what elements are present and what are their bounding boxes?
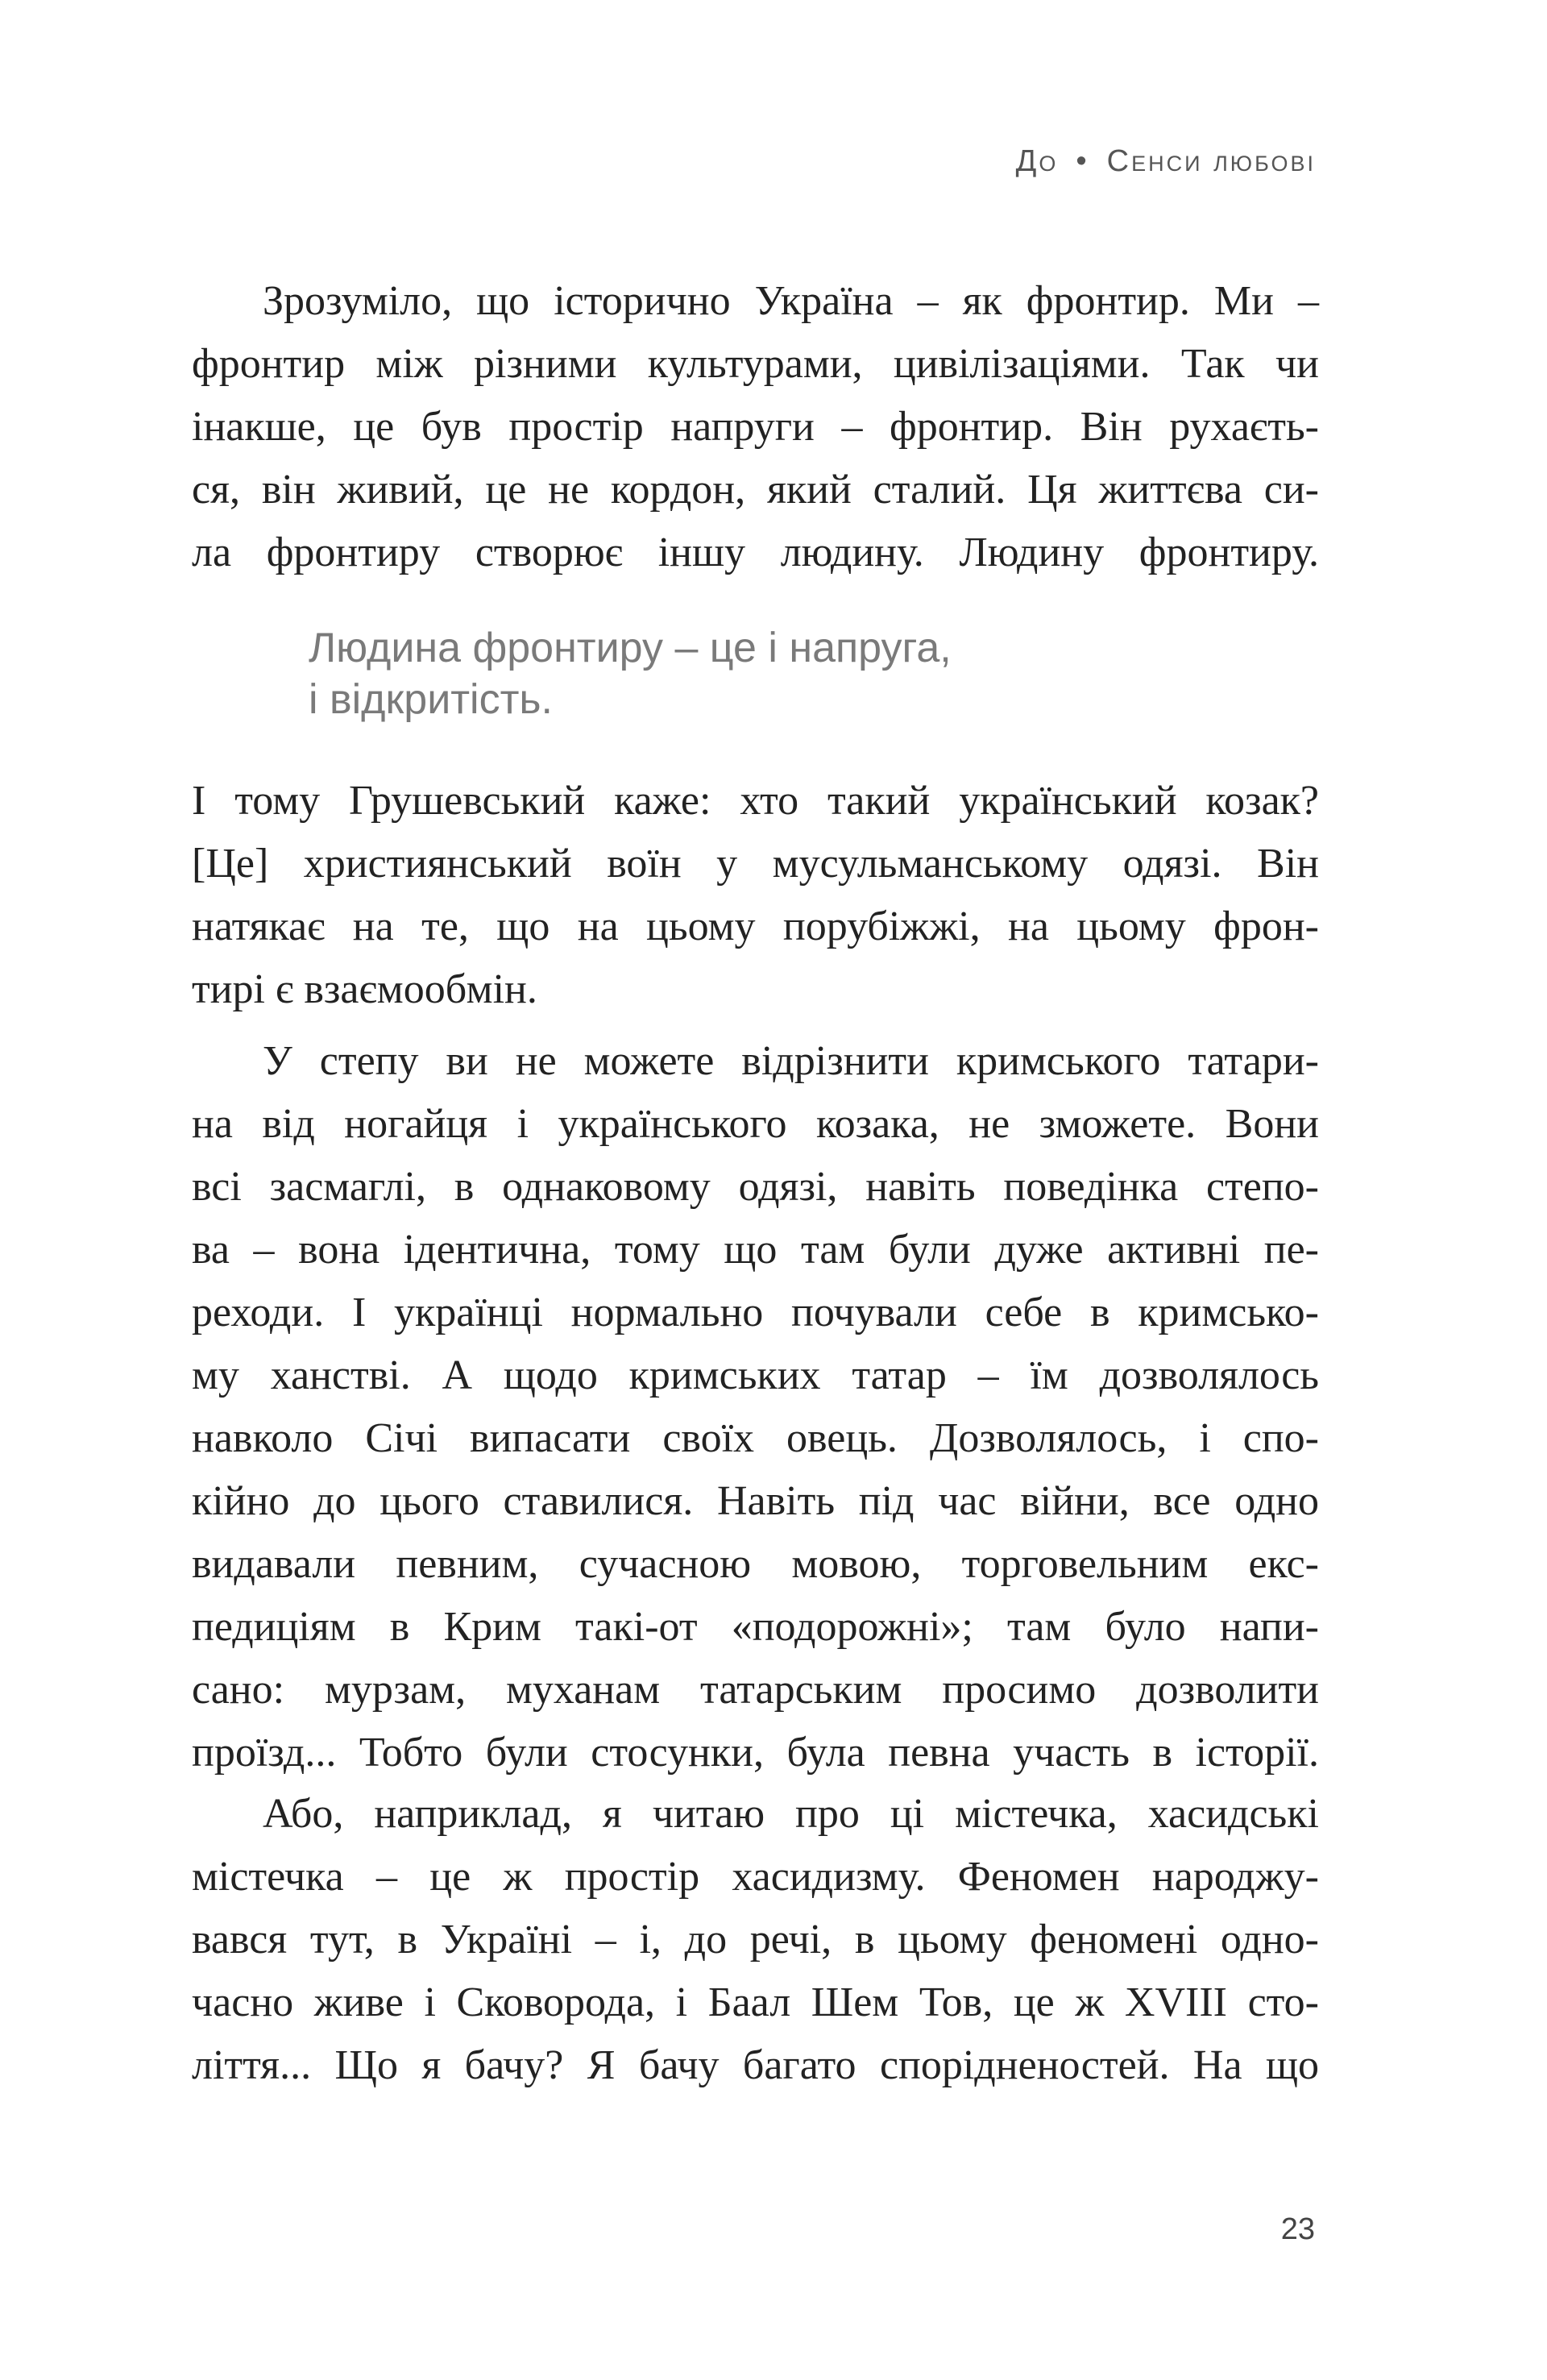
text-line: сано: мурзам, муханам татарським просимо дозволити	[192, 1667, 1319, 1713]
text-line: реходи. І українці нормально почували себе в кримсько-	[192, 1290, 1319, 1335]
paragraph-1	[192, 270, 1319, 584]
text-line: [Це] християнський воїн у мусульманському одязі. Він	[192, 841, 1319, 887]
text-line: всі засмаглі, в однаковому одязі, навіть поведінка степо-	[192, 1164, 1319, 1210]
text-line: інакше, це був простір напруги – фронтир. Він рухаєть-	[192, 404, 1319, 450]
text-line: фронтир між різними культурами, цивілізаціями. Так чи	[192, 341, 1319, 387]
text-line: тирі є взаємообмін.	[192, 966, 537, 1012]
text-line: навколо Січі випасати своїх овець. Дозволялось, і спо-	[192, 1415, 1319, 1461]
page-number: 23	[1280, 2212, 1315, 2246]
running-header	[1016, 139, 1316, 184]
text-line: У степу ви не можете відрізнити кримського татари-	[263, 1038, 1319, 1084]
text-line: проїзд... Тобто були стосунки, була певна участь в історії.	[192, 1730, 1319, 1776]
text-line: часно живе і Сковорода, і Баал Шем Тов, це ж XVIII сто-	[192, 1979, 1319, 2025]
text-line: кійно до цього ставилися. Навіть під час війни, все одно	[192, 1478, 1319, 1524]
paragraph-4	[192, 1783, 1319, 2097]
text-line: Зрозуміло, що історично Україна – як фронтир. Ми –	[263, 278, 1319, 324]
text-line: І тому Грушевський каже: хто такий український козак?	[192, 778, 1319, 824]
pull-quote-line: Людина фронтиру – це і напруга,	[309, 625, 952, 671]
text-line: вався тут, в Україні – і, до речі, в цьому феномені одно-	[192, 1917, 1319, 1963]
text-line: му ханстві. А щодо кримських татар – їм дозволялось	[192, 1352, 1319, 1398]
pull-quote-line: і відкритість.	[309, 676, 553, 723]
paragraph-3	[192, 1030, 1319, 1784]
text-line: містечка – це ж простір хасидизму. Феномен народжу-	[192, 1854, 1319, 1900]
text-line: ва – вона ідентична, тому що там були дуже активні пе-	[192, 1227, 1319, 1273]
header-title: Сенси любові	[1106, 144, 1316, 178]
text-line: натякає на те, що на цьому порубіжжі, на цьому фрон-	[192, 903, 1319, 949]
header-author: До	[1015, 144, 1059, 178]
text-line: ся, він живий, це не кордон, який сталий. Ця життєва си-	[192, 467, 1319, 513]
text-line: на від ногайця і українського козака, не зможете. Вони	[192, 1101, 1319, 1147]
text-line: Або, наприклад, я читаю про ці містечка, хасидські	[263, 1791, 1319, 1837]
text-line: ліття... Що я бачу? Я бачу багато спорідненостей. На що	[192, 2042, 1319, 2088]
paragraph-2	[192, 770, 1319, 1021]
header-separator: •	[1076, 144, 1089, 178]
text-line: видавали певним, сучасною мовою, торговельним екс-	[192, 1541, 1319, 1587]
text-line: педиціям в Крим такі-от «подорожні»; там було напи-	[192, 1604, 1319, 1650]
pull-quote	[309, 622, 952, 725]
text-line: ла фронтиру створює іншу людину. Людину фронтиру.	[192, 530, 1319, 575]
